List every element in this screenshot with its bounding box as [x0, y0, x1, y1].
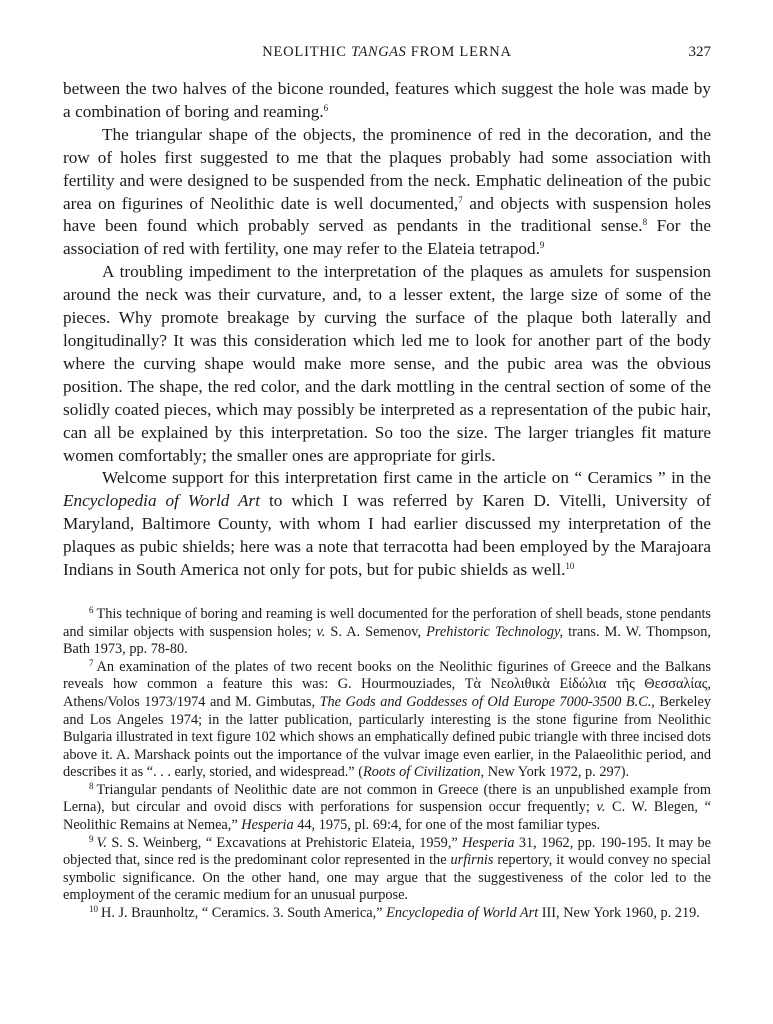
italic-title: Hesperia	[462, 834, 515, 851]
footnote-text: trans. M. W. Thompson, Bath 1973, pp. 78-80.	[63, 623, 711, 658]
footnote-ref: 7	[458, 194, 463, 205]
footnote-10	[63, 905, 711, 923]
paragraph-text: Welcome support for this interpretation first came in the article on “ Ceramics ” in the	[102, 468, 711, 488]
page-number: 327	[688, 44, 711, 60]
title-text: FROM LERNA	[406, 44, 512, 60]
footnote-text: 44, 1975, pl. 69:4, for one of the most familiar types.	[293, 817, 601, 834]
footnote-text: Athens/Volos 1973/1974 and M. Gimbutas,	[63, 693, 320, 710]
footnote-9	[63, 835, 711, 905]
running-head	[63, 44, 711, 64]
footnote-number: 7	[89, 657, 94, 668]
italic-title: The Gods and Goddesses of Old Europe 7000-3500 B.C.,	[319, 693, 655, 710]
footnote-text: III, New York 1960, p. 219.	[538, 905, 700, 922]
footnote-number: 10	[89, 904, 98, 915]
footnote-text: An examination of the plates of two recent books on the Neolithic figurines of Greece and the Balkans reveals how common a feature this was: G. Hourmouziades,	[63, 658, 711, 693]
paragraph-text: and objects with suspension holes have been found which probably served as pendants in the traditional sense.	[63, 193, 712, 236]
paragraph-1	[63, 78, 711, 124]
footnote-text: S. S. Weinberg, “ Excavations at Prehistoric Elateia, 1959,”	[106, 834, 463, 851]
footnote-text: 31, 1962, pp. 190-195. It may be objected that, since red is the predominant color represented in the	[63, 834, 711, 869]
italic-text: V.	[96, 834, 107, 851]
paragraph-text: to which I was referred by Karen D. Vitelli, University of Maryland, Baltimore County, with whom I had earlier discussed my interpretation of the plaques as pubic shields; here was a note that terracotta had been employed by the Marajoara Indians in South America not only for pots, but for pubic shields as well.	[63, 491, 712, 580]
italic-text: v.	[596, 799, 606, 816]
italic-title: Prehistoric Technology,	[426, 623, 564, 640]
footnote-ref: 6	[323, 102, 329, 113]
italic-text: urfirnis	[450, 852, 494, 869]
footnote-text: S. A. Semenov,	[325, 623, 427, 640]
footnote-6	[63, 606, 711, 659]
footnote-text: Berkeley and Los Angeles 1974; in the latter publication, particularly interesting is the stone figurine from Neolithic Bulgaria illustrated in text figure 102 which shows an emphatically defined pubic triangle with three incised dots above it. A. Marshack points out the importance of the vulvar image even earlier, in the Palaeolithic period, and describes it as “. . . early, storied, and widespread.” (	[63, 693, 711, 781]
paragraph-4	[63, 467, 711, 582]
paragraph-text: For the association of red with fertility, one may refer to the Elateia tetrapod.	[63, 216, 712, 259]
running-title	[63, 44, 711, 61]
paragraph-text: between the two halves of the bicone rounded, features which suggest the hole was made by a combination of boring and reaming.	[63, 79, 711, 121]
footnote-8	[63, 782, 711, 835]
footnote-ref: 8	[642, 217, 648, 228]
footnote-ref: 9	[539, 240, 545, 251]
body-text	[63, 78, 711, 582]
footnote-number: 8	[89, 780, 94, 791]
footnote-text: New York 1972, p. 297).	[484, 764, 630, 781]
paragraph-2	[63, 124, 711, 261]
footnote-text: H. J. Braunholtz, “ Ceramics. 3. South America,”	[101, 905, 387, 922]
footnote-number: 6	[89, 604, 94, 615]
footnote-number: 9	[89, 833, 94, 844]
footnote-ref: 10	[565, 561, 575, 572]
footnote-text: Triangular pendants of Neolithic date are not common in Greece (there is an unpublished example from Lerna), but circular and ovoid discs with perforations for suspension occur frequently;	[63, 781, 711, 816]
footnote-text: C. W. Blegen, “ Neolithic Remains at Nemea,”	[63, 799, 711, 834]
paragraph-text: The triangular shape of the objects, the prominence of red in the decoration, and the row of holes first suggested to me that the plaques probably had some association with fertility and were designed to be suspended from the neck. Emphatic delineation of the pubic area on figurines of Neolithic date is well documented,	[63, 124, 711, 213]
paragraph-3: A troubling impediment to the interpretation of the plaques as amulets for suspension around the neck was their curvature, and, to a lesser extent, the large size of some of the pieces. Why promote breakage by curving the surface of the plaque both laterally and longitudinally? It was this consideration which led me to look for another part of the body where the curving shape would make more sense, and the pubic area was the obvious position. The shape, the red color, and the dark mottling in the central section of some of the solidly coated pieces, which may possibly be interpreted as a representation of the pubic hair, can all be explained by this interpretation. So too the size. The larger triangles fit mature women comfortably; the smaller ones are appropriate for girls.	[63, 262, 711, 465]
italic-title: Encyclopedia of World Art	[63, 491, 260, 511]
italic-title: Hesperia	[241, 817, 294, 834]
greek-title: Τὰ Νεολιθικὰ Εἰδώλια τῆς Θεσσαλίας,	[464, 676, 712, 693]
italic-text: v.	[316, 623, 326, 640]
footnote-text: This technique of boring and reaming is well documented for the perforation of shell beads, stone pendants and similar objects with suspension holes;	[63, 605, 711, 640]
footnote-7	[63, 659, 711, 782]
italic-title: Encyclopedia of World Art	[386, 905, 539, 922]
footnote-text: repertory, it would convey no special symbolic significance. On the other hand, one may argue that the suggestiveness of the color led to the employment of the ceramic medium for an unusual purpose.	[63, 852, 712, 904]
italic-title: Roots of Civilization,	[363, 764, 485, 781]
title-text: NEOLITHIC	[262, 44, 352, 60]
footnotes	[63, 606, 711, 923]
title-italic: TANGAS	[351, 44, 407, 60]
